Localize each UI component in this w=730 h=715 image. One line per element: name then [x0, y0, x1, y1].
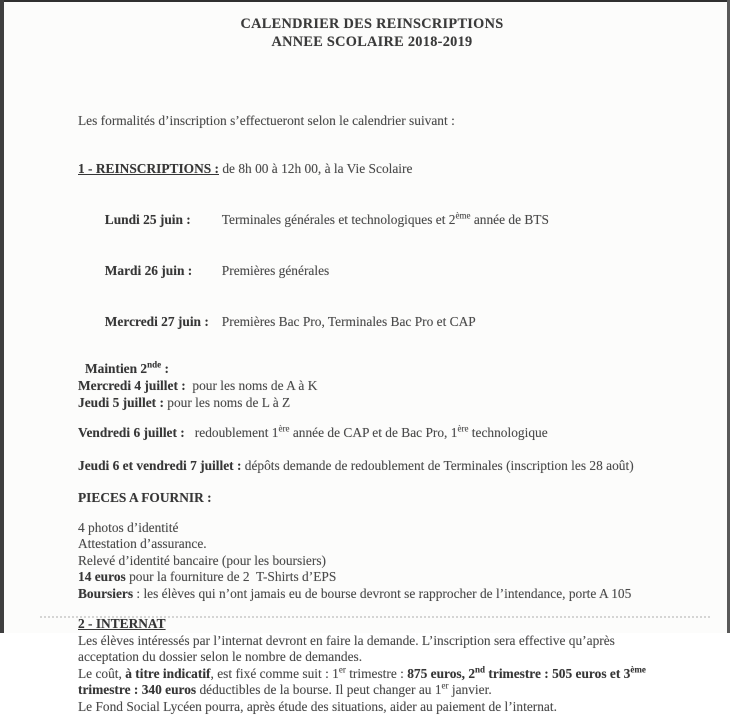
calendar-row-jeudi-6-vendredi-7-juillet: Jeudi 6 et vendredi 7 juillet : dépôts demande de redoublement de Terminales (inscription les 28 août)	[78, 458, 666, 475]
internat-line-5: Le Fond Social Lycéen pourra, après étude des situations, aider au paiement de l’internat.	[78, 699, 666, 715]
scan-edge-left	[0, 0, 4, 633]
internat-line-1: Les élèves intéressés par l’internat devront en faire la demande. L’inscription sera effective qu’après	[78, 633, 666, 650]
document-title-line2: ANNEE SCOLAIRE 2018-2019	[78, 33, 666, 51]
calendar-row-lundi-25-juin	[78, 194, 666, 245]
calendar-date-description: Premières Bac Pro, Terminales Bac Pro et CAP	[222, 314, 476, 329]
pieces-a-fournir-list	[78, 520, 666, 603]
calendar-date-description: Premières générales	[222, 263, 329, 278]
intro-paragraph: Les formalités d’inscription s’effectueront selon le calendrier suivant :	[78, 113, 666, 130]
internat-line-2: acceptation du dossier selon le nombre de demandes.	[78, 649, 666, 666]
document-body	[78, 15, 666, 715]
calendar-row-mercredi-27-juin	[78, 296, 666, 347]
calendar-date-label: Lundi 25 juin :	[105, 211, 222, 228]
list-item-tshirts: 14 euros pour la fourniture de 2 T-Shirts d’EPS	[78, 569, 666, 586]
calendar-row-vendredi-6-juillet: Vendredi 6 juillet : redoublement 1ère année de CAP et de Bac Pro, 1ère technologique	[78, 425, 666, 442]
calendar-row-mercredi-4-juillet: Mercredi 4 juillet : pour les noms de A à K	[78, 377, 666, 394]
section-1-reinscriptions-heading: 1 - REINSCRIPTIONS : de 8h 00 à 12h 00, à la Vie Scolaire	[78, 161, 666, 178]
calendar-row-mardi-26-juin	[78, 245, 666, 296]
internat-line-3: Le coût, à titre indicatif, est fixé comme suit : 1er trimestre : 875 euros, 2nd trimestre : 505 euros et 3ème	[78, 666, 666, 683]
list-item-photos: 4 photos d’identité	[78, 520, 666, 537]
calendar-date-description: Terminales générales et technologiques et 2ème année de BTS	[222, 212, 549, 227]
internat-line-4: trimestre : 340 euros déductibles de la bourse. Il peut changer au 1er janvier.	[78, 682, 666, 699]
list-item-attestation: Attestation d’assurance.	[78, 536, 666, 553]
reinscription-calendar	[78, 194, 666, 347]
pieces-a-fournir-heading: PIECES A FOURNIR :	[78, 490, 666, 507]
internat-paragraph	[78, 633, 666, 715]
section-2-internat-heading: 2 - INTERNAT	[78, 616, 666, 633]
calendar-date-label: Mardi 26 juin :	[105, 262, 222, 279]
list-item-boursiers: Boursiers : les élèves qui n’ont jamais eu de bourse devront se rapprocher de l’intendance, porte A 105	[78, 586, 666, 603]
calendar-row-jeudi-5-juillet: Jeudi 5 juillet : pour les noms de L à Z	[78, 394, 666, 411]
document-title-line1: CALENDRIER DES REINSCRIPTIONS	[78, 15, 666, 33]
calendar-date-label: Mercredi 27 juin :	[105, 313, 222, 330]
list-item-rib: Relevé d’identité bancaire (pour les boursiers)	[78, 553, 666, 570]
maintien-2nde-heading: Maintien 2nde :	[85, 360, 666, 377]
scan-edge-top	[0, 0, 730, 2]
